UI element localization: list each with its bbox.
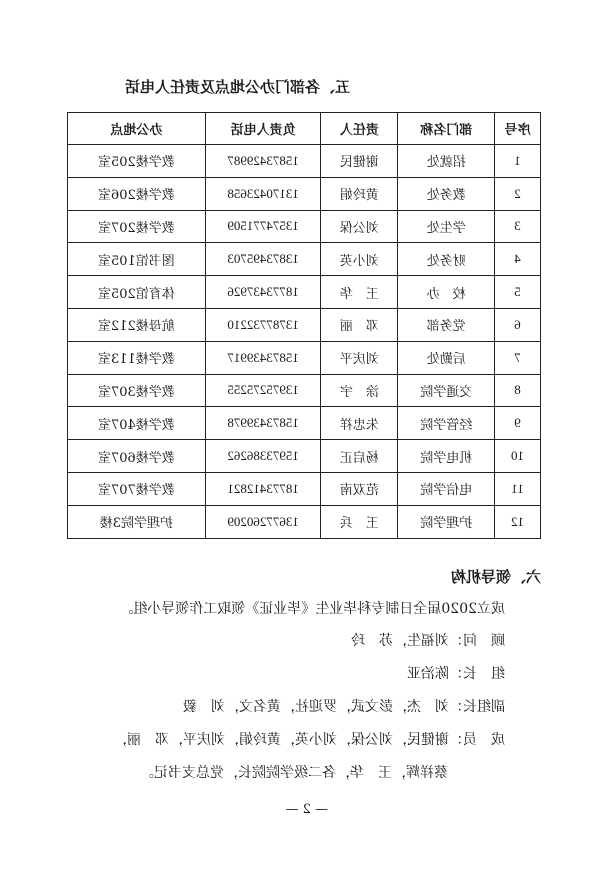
- person-cell: 王 兵: [321, 505, 398, 538]
- person-cell: 范双南: [321, 472, 398, 505]
- table-row: [68, 341, 541, 374]
- deputy-line: 副组长：刘 杰，彭文武，罗迎社，黄名文，刘 毅: [183, 699, 505, 715]
- department-cell: 后勤处: [398, 341, 495, 374]
- table-row: [68, 210, 541, 243]
- phone-cell: 18773437926: [205, 276, 321, 309]
- department-cell: 校 办: [398, 276, 495, 309]
- office-cell: 教学楼205室: [68, 145, 206, 178]
- office-cell: 图书馆105室: [68, 243, 206, 276]
- phone-cell: 18773412821: [205, 472, 321, 505]
- index-cell: 3: [495, 210, 541, 243]
- header-person: 责任人: [321, 113, 398, 145]
- index-cell: 6: [495, 308, 541, 341]
- office-cell: 教学楼707室: [68, 472, 206, 505]
- advisor-line: 顾 问：刘福生，苏 玲: [351, 633, 505, 649]
- table-row: [68, 374, 541, 407]
- table-row: [68, 177, 541, 210]
- index-cell: 10: [495, 440, 541, 473]
- department-cell: 党务部: [398, 308, 495, 341]
- table-row: [68, 145, 541, 178]
- header-index: 序号: [495, 113, 541, 145]
- department-cell: 经管学院: [398, 407, 495, 440]
- person-cell: 刘庆平: [321, 341, 398, 374]
- page-number: — 2 —: [285, 802, 328, 817]
- phone-cell: 15873429987: [205, 145, 321, 178]
- person-cell: 朱忠祥: [321, 407, 398, 440]
- table-body: [68, 145, 541, 539]
- person-cell: 黄玲娟: [321, 177, 398, 210]
- header-department: 部门名称: [398, 113, 495, 145]
- person-cell: 涂 宇: [321, 374, 398, 407]
- office-cell: 航母楼212室: [68, 308, 206, 341]
- person-cell: 谢健民: [321, 145, 398, 178]
- phone-cell: 13574771509: [205, 210, 321, 243]
- person-cell: 刘小英: [321, 243, 398, 276]
- members-line-2: 蔡祥辉，王 华，各二级学院院长，党总支书记。: [140, 765, 448, 781]
- index-cell: 1: [495, 145, 541, 178]
- table-row: [68, 472, 541, 505]
- phone-cell: 13975275255: [205, 374, 321, 407]
- table-row: [68, 505, 541, 538]
- office-cell: 教学楼207室: [68, 210, 206, 243]
- index-cell: 7: [495, 341, 541, 374]
- person-cell: 杨启正: [321, 440, 398, 473]
- intro-line: 成立2020届全日制专科毕业生《毕业证》领取工作领导小组。: [119, 601, 505, 617]
- members-line-1: 成 员：谢健民，刘公保，刘小英，黄玲娟，刘庆平，邓 丽，: [113, 732, 505, 748]
- department-cell: 护理学院: [398, 505, 495, 538]
- department-cell: 交通学院: [398, 374, 495, 407]
- office-cell: 教学楼607室: [68, 440, 206, 473]
- leader-line: 组 长：陈治亚: [407, 666, 505, 682]
- department-cell: 财务处: [398, 243, 495, 276]
- index-cell: 8: [495, 374, 541, 407]
- index-cell: 11: [495, 472, 541, 505]
- phone-cell: 15873439917: [205, 341, 321, 374]
- table-row: [68, 308, 541, 341]
- index-cell: 4: [495, 243, 541, 276]
- index-cell: 5: [495, 276, 541, 309]
- department-cell: 学生处: [398, 210, 495, 243]
- phone-cell: 13873495703: [205, 243, 321, 276]
- office-cell: 教学楼307室: [68, 374, 206, 407]
- department-cell: 机电学院: [398, 440, 495, 473]
- office-cell: 护理学院3楼: [68, 505, 206, 538]
- table-header-row: [68, 113, 541, 145]
- office-cell: 教学楼113室: [68, 341, 206, 374]
- person-cell: 王 华: [321, 276, 398, 309]
- index-cell: 9: [495, 407, 541, 440]
- index-cell: 2: [495, 177, 541, 210]
- phone-cell: 13170423658: [205, 177, 321, 210]
- phone-cell: 15873439978: [205, 407, 321, 440]
- header-phone: 负责人电话: [205, 113, 321, 145]
- phone-cell: 13787732210: [205, 308, 321, 341]
- office-cell: 教学楼206室: [68, 177, 206, 210]
- table-row: [68, 243, 541, 276]
- office-cell: 体育馆205室: [68, 276, 206, 309]
- table-row: [68, 440, 541, 473]
- phone-cell: 15973386262: [205, 440, 321, 473]
- department-cell: 电信学院: [398, 472, 495, 505]
- office-cell: 教学楼407室: [68, 407, 206, 440]
- index-cell: 12: [495, 505, 541, 538]
- section-6-title: 六、领导机构: [450, 568, 541, 586]
- phone-cell: 13677260209: [205, 505, 321, 538]
- section-5-title: 五、各部门办公地点及责任人电话: [124, 78, 350, 96]
- department-cell: 招就处: [398, 145, 495, 178]
- department-contact-table: [67, 112, 541, 539]
- department-cell: 教务处: [398, 177, 495, 210]
- table-row: [68, 276, 541, 309]
- header-office: 办公地点: [68, 113, 206, 145]
- person-cell: 邓 丽: [321, 308, 398, 341]
- person-cell: 刘公保: [321, 210, 398, 243]
- table-row: [68, 407, 541, 440]
